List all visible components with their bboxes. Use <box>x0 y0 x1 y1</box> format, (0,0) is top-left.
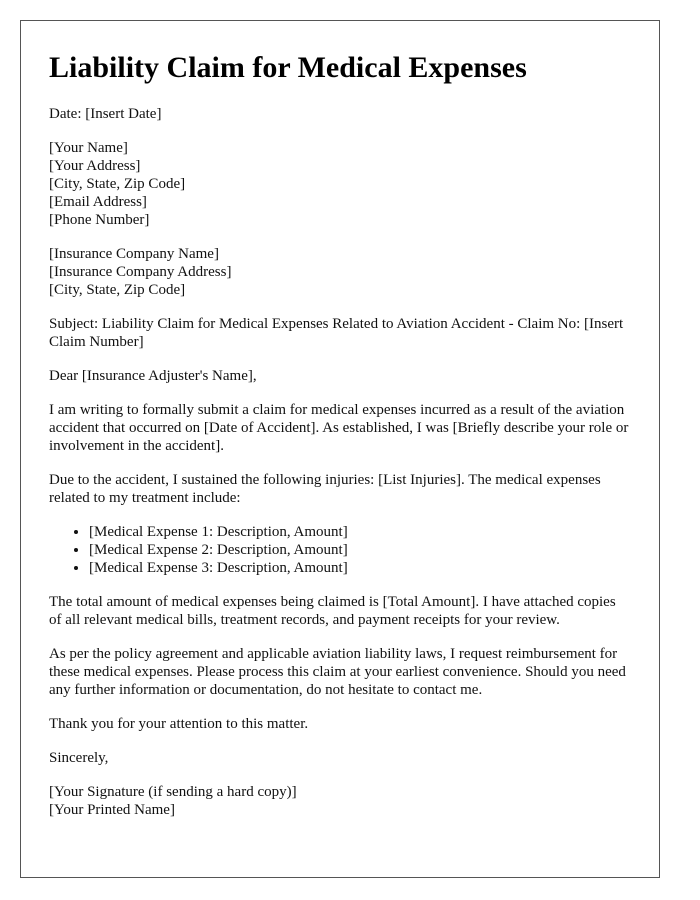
sender-phone: [Phone Number] <box>49 212 150 228</box>
sender-city-state-zip: [City, State, Zip Code] <box>49 176 186 192</box>
sender-address: [Your Address] <box>49 158 141 174</box>
list-item: • [Medical Expense 1: Description, Amount] <box>89 523 631 541</box>
recipient-city-state-zip: [City, State, Zip Code] <box>49 282 186 298</box>
request-paragraph: As per the policy agreement and applicable aviation liability laws, I request reimbursement for these medical expenses. Please process this claim at your earliest convenience. Should you need any further information or documentation, do not hesitate to contact me. <box>49 646 626 698</box>
thanks-paragraph: Thank you for your attention to this matter. <box>49 716 309 732</box>
sender-email: [Email Address] <box>49 194 147 210</box>
subject-line: Subject: Liability Claim for Medical Expenses Related to Aviation Accident - Claim No: [Insert Claim Number] <box>49 316 624 350</box>
injuries-paragraph: Due to the accident, I sustained the following injuries: [List Injuries]. The medical expenses related to my treatment include: <box>49 472 601 506</box>
list-item: • [Medical Expense 2: Description, Amount] <box>89 541 631 559</box>
printed-name-line: [Your Printed Name] <box>49 802 175 818</box>
closing: Sincerely, <box>49 750 109 766</box>
intro-paragraph: I am writing to formally submit a claim for medical expenses incurred as a result of the aviation accident that occurred on [Date of Accident]. As established, I was [Briefly describe your role or involvement in the accident]. <box>49 402 629 454</box>
recipient-address-block <box>49 245 631 299</box>
signature-block <box>49 783 631 819</box>
salutation: Dear [Insurance Adjuster's Name], <box>49 368 257 384</box>
sender-address-block <box>49 139 631 229</box>
recipient-company-address: [Insurance Company Address] <box>49 264 232 280</box>
letter-document <box>20 20 660 878</box>
recipient-company-name: [Insurance Company Name] <box>49 246 219 262</box>
expense-list <box>49 523 631 577</box>
letter-title: Liability Claim for Medical Expenses <box>49 51 527 84</box>
sender-name: [Your Name] <box>49 140 128 156</box>
list-item: • [Medical Expense 3: Description, Amount] <box>89 559 631 577</box>
signature-line: [Your Signature (if sending a hard copy)] <box>49 784 297 800</box>
date-line: Date: [Insert Date] <box>49 106 162 122</box>
total-paragraph: The total amount of medical expenses being claimed is [Total Amount]. I have attached copies of all relevant medical bills, treatment records, and payment receipts for your review. <box>49 594 616 628</box>
